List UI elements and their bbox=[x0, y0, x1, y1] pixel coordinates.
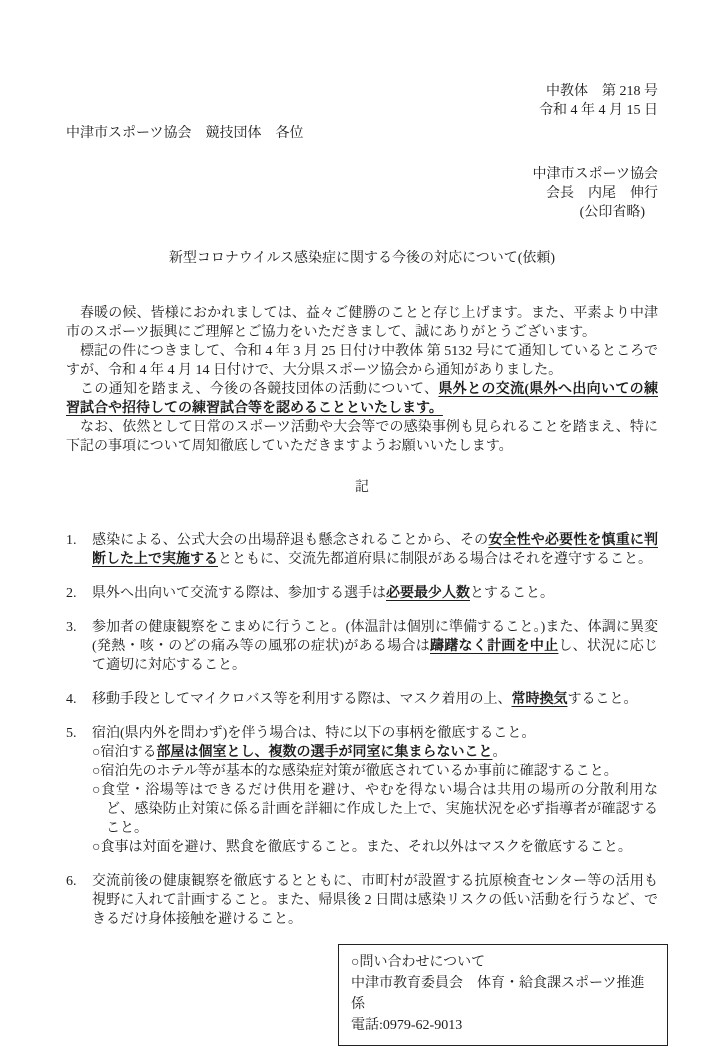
item-pre-text: 県外へ出向いて交流する際は、参加する選手は bbox=[92, 586, 386, 601]
item-post-text: し、状況に応じて適切に対応すること。 bbox=[92, 639, 659, 673]
item-post-text: すること。 bbox=[567, 692, 638, 707]
list-item-6 bbox=[66, 872, 658, 929]
list-item-5 bbox=[66, 724, 658, 857]
sub-pre-text: ○食事は対面を避け、黙食を徹底すること。また、それ以外はマスクを徹底すること。 bbox=[92, 840, 632, 855]
paragraph-greeting: 春暖の候、皆様におかれましては、益々ご健勝のことと存じ上げます。また、平素より中津市のスポーツ振興にご理解とご協力をいただきまして、誠にありがとうございます。 bbox=[66, 306, 658, 340]
paragraph-decision bbox=[66, 380, 658, 418]
seal-note: (公印省略) bbox=[579, 205, 645, 220]
item-emphasis-text: 躊躇なく計画を中止 bbox=[430, 639, 559, 654]
sub-item-1 bbox=[92, 743, 658, 762]
item-emphasis-text: 必要最少人数 bbox=[386, 586, 470, 601]
item-text bbox=[92, 872, 658, 929]
sub-item-3 bbox=[92, 781, 658, 838]
document-header bbox=[66, 82, 658, 120]
sub-pre-text: ○宿泊する bbox=[92, 745, 157, 760]
sub-item-2 bbox=[92, 762, 658, 781]
item-number: 5. bbox=[66, 726, 77, 741]
item-text bbox=[92, 690, 658, 709]
item-number: 1. bbox=[66, 533, 77, 548]
recipient-line: 中津市スポーツ協会 競技団体 各位 bbox=[66, 126, 304, 141]
item-number: 2. bbox=[66, 586, 77, 601]
item-number: 3. bbox=[66, 620, 77, 635]
sub-item-4 bbox=[92, 838, 658, 857]
sub-pre-text: ○食堂・浴場等はできるだけ供用を避け、やむを得ない場合は共用の場所の分散利用など、感染防止対策に係る計画を詳細に作成した上で、実施状況を必ず指導者が確認すること。 bbox=[92, 783, 658, 836]
sender-org: 中津市スポーツ協会 bbox=[532, 167, 658, 182]
item-text bbox=[92, 531, 658, 569]
item-text bbox=[92, 724, 658, 857]
body-text bbox=[66, 304, 658, 456]
item-pre-text: 交流前後の健康観察を徹底するとともに、市町村が設置する抗原検査センター等の活用も視野に入れて計画すること。また、帰県後 2 日間は感染リスクの低い活動を行うなど、できるだけ身体接触を避けること。 bbox=[92, 874, 658, 927]
list-item-4 bbox=[66, 690, 658, 709]
item-post-text: とすること。 bbox=[470, 586, 554, 601]
paragraph-request: なお、依然として日常のスポーツ活動や大会等での感染事例も見られることを踏まえ、特に下記の事項について周知徹底していただきますようお願いいたします。 bbox=[66, 420, 658, 454]
doc-number: 中教体 第 218 号 bbox=[546, 84, 658, 99]
item-pre-text: 参加者の健康観察をこまめに行うこと。(体温計は個別に準備すること。)また、体調に異変(発熱・咳・のどの痛み等の風邪の症状)がある場合は bbox=[92, 620, 658, 654]
item-text bbox=[92, 618, 658, 675]
item-text bbox=[92, 584, 658, 603]
sub-post-text: 。 bbox=[492, 745, 507, 760]
decision-pre-text: この通知を踏まえ、今後の各競技団体の活動について、 bbox=[80, 382, 439, 397]
item-lead-text: 宿泊(県内外を問わず)を伴う場合は、特に以下の事柄を徹底すること。 bbox=[92, 726, 536, 741]
list-item-2 bbox=[66, 584, 658, 603]
item-post-text: とともに、交流先都道府県に制限がある場合はそれを遵守すること。 bbox=[218, 552, 652, 567]
item-pre-text: 感染による、公式大会の出場辞退も懸念されることから、その bbox=[92, 533, 489, 548]
paragraph-notice-ref: 標記の件につきまして、令和 4 年 3 月 25 日付け中教体 第 5132 号にて通知しているところですが、令和 4 年 4 月 14 日付けで、大分県スポーツ協会から通知がありました。 bbox=[66, 344, 658, 378]
sender-block bbox=[66, 165, 658, 222]
document-title: 新型コロナウイルス感染症に関する今後の対応について(依頼) bbox=[168, 251, 556, 266]
item-number: 6. bbox=[66, 874, 77, 889]
decision-emphasis-text: 県外との交流(県外へ出向いての練習試合や招待しての練習試合等を認めることといたします。 bbox=[66, 382, 658, 416]
contact-heading: ○問い合わせについて bbox=[351, 955, 486, 970]
list-item-3 bbox=[66, 618, 658, 675]
item-emphasis-text: 安全性や必要性を慎重に判断した上で実施する bbox=[92, 533, 659, 567]
sub-pre-text: ○宿泊先のホテル等が基本的な感染症対策が徹底されているか事前に確認すること。 bbox=[92, 764, 618, 779]
sender-president: 会長 内尾 伸行 bbox=[546, 186, 658, 201]
contact-box bbox=[338, 944, 668, 1046]
list-item-1 bbox=[66, 531, 658, 569]
record-heading: 記 bbox=[355, 480, 369, 495]
numbered-list bbox=[66, 531, 658, 929]
contact-department: 中津市教育委員会 体育・給食課スポーツ推進係 bbox=[351, 976, 645, 1012]
contact-phone: 電話:0979-62-9013 bbox=[351, 1018, 463, 1033]
item-pre-text: 移動手段としてマイクロバス等を利用する際は、マスク着用の上、 bbox=[92, 692, 512, 707]
item-emphasis-text: 常時換気 bbox=[511, 692, 568, 707]
sub-emphasis-text: 部屋は個室とし、複数の選手が同室に集まらないこと bbox=[156, 745, 493, 760]
doc-date: 令和 4 年 4 月 15 日 bbox=[539, 103, 658, 118]
item-number: 4. bbox=[66, 692, 77, 707]
